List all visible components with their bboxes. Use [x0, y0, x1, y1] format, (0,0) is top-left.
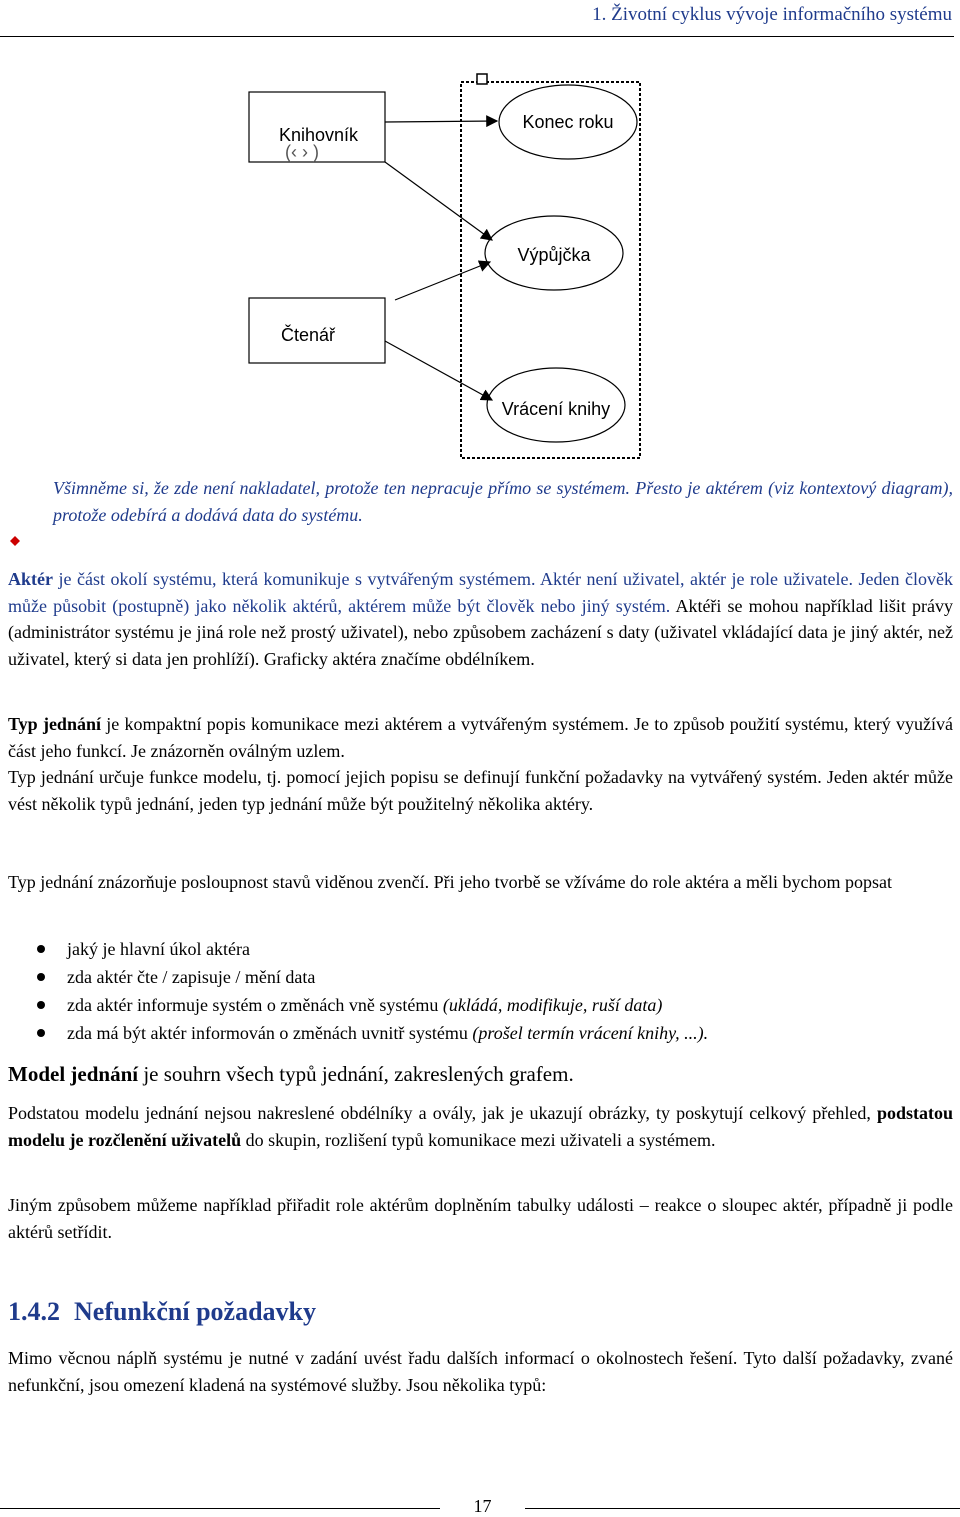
actor-label-knihovnik: Knihovník [279, 125, 359, 145]
bullet-dot-icon [37, 1029, 45, 1037]
footer-rule-right [525, 1508, 960, 1509]
paragraph-nefunkcni: Mimo věcnou náplň systému je nutné v zadání uvést řadu dalších informací o okolnostech řešení. Tyto další požadavky, zvané nefunkční, jsou omezení kladená na systémové služby. Jsou několika typů: [8, 1348, 953, 1395]
actor-label-ctenar: Čtenář [281, 325, 336, 345]
paragraph-podstata: Podstatou modelu jednání nejsou nakreslené obdélníky a ovály, jak je ukazují obrázky, ty poskytují celkový přehled, podstatou modelu je rozčlenění uživatelů do skupin, rozlišení typů komunikace mezi uživateli a systémem. [8, 1103, 953, 1150]
assoc-knihovnik-konec-roku [385, 121, 497, 122]
page-number: 17 [473, 1496, 492, 1516]
term-model-jednani: Model jednání [8, 1062, 139, 1086]
term-podstata: podstatou modelu je rozčlenění uživatelů [8, 1103, 953, 1150]
list-item: zda aktér čte / zapisuje / mění data [8, 963, 953, 991]
paragraph-akter-text1: je část okolí systému, která komunikuje s vytvářeným systémem. Aktér není uživatel, aktér je role uživatele. Jeden člověk může působit (postupně) jako několik aktérů, aktérem může být člověk nebo jiný systém. [8, 569, 953, 616]
paragraph-akter-text2: Aktéři se mohou například lišit právy (administrátor systému je jiná role než prostý uživatel), nebo způsobem zacházení s daty (uživatel vkládající data je jiný aktér, než uživatel, který si data jen prohlíží). Graficky aktéra značíme obdélníkem. [8, 595, 954, 669]
bullet-list [8, 935, 953, 1047]
paragraph-posloupnost: Typ jednání znázorňuje posloupnost stavů viděnou zvenčí. Při jeho tvorbě se vžíváme do role aktéra a měli bychom popsat [8, 872, 892, 892]
assoc-knihovnik-vypujcka [385, 162, 492, 240]
note-paragraph: Všimněme si, že zde není nakladatel, protože ten nepracuje přímo se systémem. Přesto je aktérem (viz kontextový diagram), protože odebírá a dodává data do systému. [53, 478, 953, 525]
paragraph-typ-jednani-text1: je kompaktní popis komunikace mezi aktérem a vytvářeným systémem. Je to způsob použití systému, který využívá část jeho funkcí. Je znázorněn oválným uzlem. [8, 714, 953, 761]
footer-rule-left [0, 1508, 440, 1509]
assoc-ctenar-vraceni [385, 341, 492, 400]
actor-label-knihovnik-cut: (‹ › ) [285, 142, 319, 162]
paragraph-typ-jednani [8, 711, 953, 817]
term-typ-jednani: Typ jednání [8, 714, 101, 734]
paragraph-jinym-zpusobem: Jiným způsobem můžeme například přiřadit role aktérům doplněním tabulky události – reakce o sloupec aktér, případně ji podle aktérů setřídit. [8, 1195, 953, 1242]
section-heading [8, 1297, 316, 1327]
bullet-dot-icon [37, 1001, 45, 1009]
paragraph-akter [8, 566, 953, 672]
list-item: jaký je hlavní úkol aktéra [8, 935, 953, 963]
list-item: zda má být aktér informován o změnách uvnitř systému (prošel termín vrácení knihy, ...). [8, 1019, 953, 1047]
paragraph-model-jednani: Model jednání je souhrn všech typů jednání, zakreslených grafem. [8, 1062, 574, 1086]
bullet-dot-icon [37, 945, 45, 953]
paragraph-typ-jednani-text2: Typ jednání určuje funkce modelu, tj. pomocí jejich popisu se definují funkční požadavky na vytvářený systém. Jeden aktér může vést několik typů jednání, jeden typ jednání může být použitelný několika aktéry. [8, 767, 953, 814]
bullet-dot-icon [37, 973, 45, 981]
section-title: Nefunkční požadavky [74, 1297, 316, 1326]
section-number: 1.4.2 [8, 1297, 60, 1326]
boundary-handle [477, 74, 487, 84]
use-case-diagram [0, 0, 960, 470]
diamond-bullet-icon [10, 536, 20, 546]
usecase-label-vraceni-knihy: Vrácení knihy [501, 399, 611, 419]
running-header: 1. Životní cyklus vývoje informačního systému [592, 4, 952, 25]
usecase-label-konec-roku: Konec roku [522, 112, 614, 132]
assoc-ctenar-vypujcka [395, 262, 490, 300]
usecase-label-vypujcka: Výpůjčka [517, 245, 591, 265]
list-item: zda aktér informuje systém o změnách vně systému (ukládá, modifikuje, ruší data) [8, 991, 953, 1019]
term-akter: Aktér [8, 569, 53, 589]
